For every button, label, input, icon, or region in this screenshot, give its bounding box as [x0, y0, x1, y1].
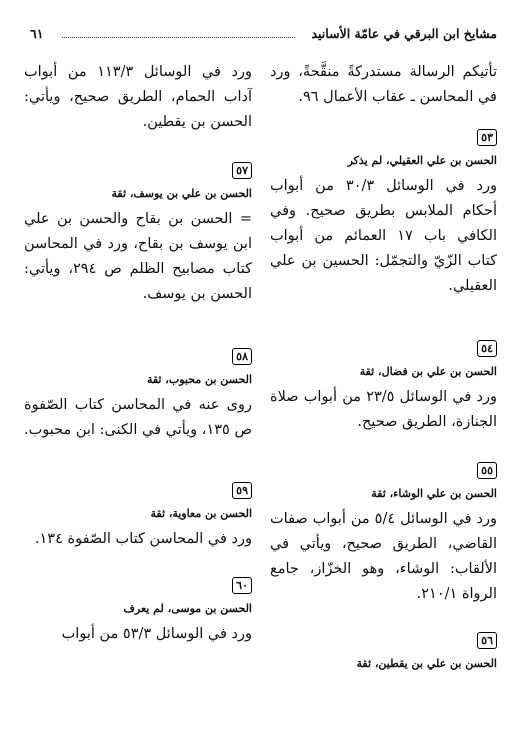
entry-title: الحسن بن موسى، لم يعرف	[123, 602, 252, 615]
entry-title: الحسن بن علي بن فضال، ثقة	[359, 365, 497, 378]
entry-number-badge: ٥٨	[232, 348, 252, 365]
text-line: آداب الحمام، الطريق صحيح، ويأتي:	[24, 89, 252, 105]
text-line: علي العقيلي.	[270, 253, 497, 294]
text-line: صفات القاضي، الطريق صحيح،	[270, 511, 497, 552]
text-line: روى عنه في المحاسن كتاب الصّفوة	[24, 397, 252, 413]
entry-title: الحسن بن علي بن يوسف، ثقة	[111, 187, 252, 200]
text-line: تأتيكم الرسالة مستدركةً منقَّحةً، ورد	[270, 64, 497, 80]
right-column	[270, 60, 497, 677]
entry-text	[270, 385, 497, 435]
entry-title: الحسن بن محبوب، ثقة	[146, 373, 252, 386]
entry-title: الحسن بن علي الوشاء، ثقة	[371, 487, 497, 500]
text-line: ورد في المحاسن كتاب الصّفوة ١٣٤.	[34, 531, 252, 547]
entry-number-badge: ٥٧	[232, 162, 252, 179]
text-line: المحاسن كتاب مصابيح الظلم ص	[24, 236, 252, 277]
text-line: صلاة الجنازة، الطريق صحيح.	[270, 389, 497, 430]
text-line: الحسن بن يقطين.	[142, 114, 252, 130]
entry-number-badge: ٥٤	[477, 340, 497, 357]
entry-number-badge: ٦٠	[232, 577, 252, 594]
entry-number-badge: ٥٦	[477, 632, 497, 649]
text-line: ورد في الوسائل ٣٠/٣ من أبواب	[270, 178, 497, 194]
intro-paragraph	[270, 60, 497, 110]
entry-text	[24, 393, 252, 443]
page-number: ٦١	[30, 26, 44, 41]
text-line: الخزّاز، جامع الرواة ٢١٠/١.	[270, 561, 497, 602]
entry-number-badge: ٥٥	[477, 462, 497, 479]
entry-title: الحسن بن علي بن يقطين، ثقة	[356, 657, 497, 670]
text-line: ورد في الوسائل ٢٣/٥ من أبواب	[303, 389, 498, 405]
text-line: الكافي باب ١٧ العمائم من أبواب	[270, 228, 498, 244]
text-line: ويأتي في الألقاب: الوشاء، وهو	[270, 536, 497, 577]
text-line: في المحاسن ـ عقاب الأعمال ٩٦.	[298, 89, 497, 105]
entry-title: الحسن بن علي العقيلي، لم يذكر	[347, 154, 497, 167]
page-header	[30, 26, 497, 46]
dotted-leader	[62, 37, 295, 38]
entry-number-badge: ٥٣	[477, 129, 497, 146]
intro-paragraph	[24, 60, 252, 135]
entry-text	[270, 507, 497, 607]
entry-text	[24, 527, 252, 552]
text-line: ص ١٣٥، ويأتي في الكنى: ابن	[75, 422, 252, 438]
text-line: كتاب الزّيّ والتجمّل: الحسين بن	[301, 253, 498, 269]
text-line: ورد في الوسائل ٥/٤ من أبواب	[312, 511, 498, 527]
entry-text	[270, 174, 497, 299]
text-line: ورد في الوسائل ٥٣/٣ من أبواب	[61, 626, 252, 642]
running-title: مشايخ ابن البرقي في عامّة الأسانيد	[311, 26, 497, 41]
entry-text	[24, 622, 252, 647]
left-column	[24, 60, 252, 647]
text-line: ورد في الوسائل ١١٣/٣ من أبواب	[24, 64, 252, 80]
text-line: أحكام الملابس بطريق صحيح. وفي	[270, 203, 497, 219]
text-line: ٢٩٤، ويأتي: الحسن بن يوسف.	[24, 261, 252, 302]
text-line: ابن يوسف بن بقاح، ورد في	[83, 236, 253, 252]
entry-number-badge: ٥٩	[232, 482, 252, 499]
entry-title: الحسن بن معاوية، ثقة	[150, 507, 252, 520]
text-line: محبوب.	[23, 422, 72, 438]
text-line: = الحسن بن بقاح والحسن بن علي	[24, 211, 252, 227]
entry-text	[24, 207, 252, 307]
